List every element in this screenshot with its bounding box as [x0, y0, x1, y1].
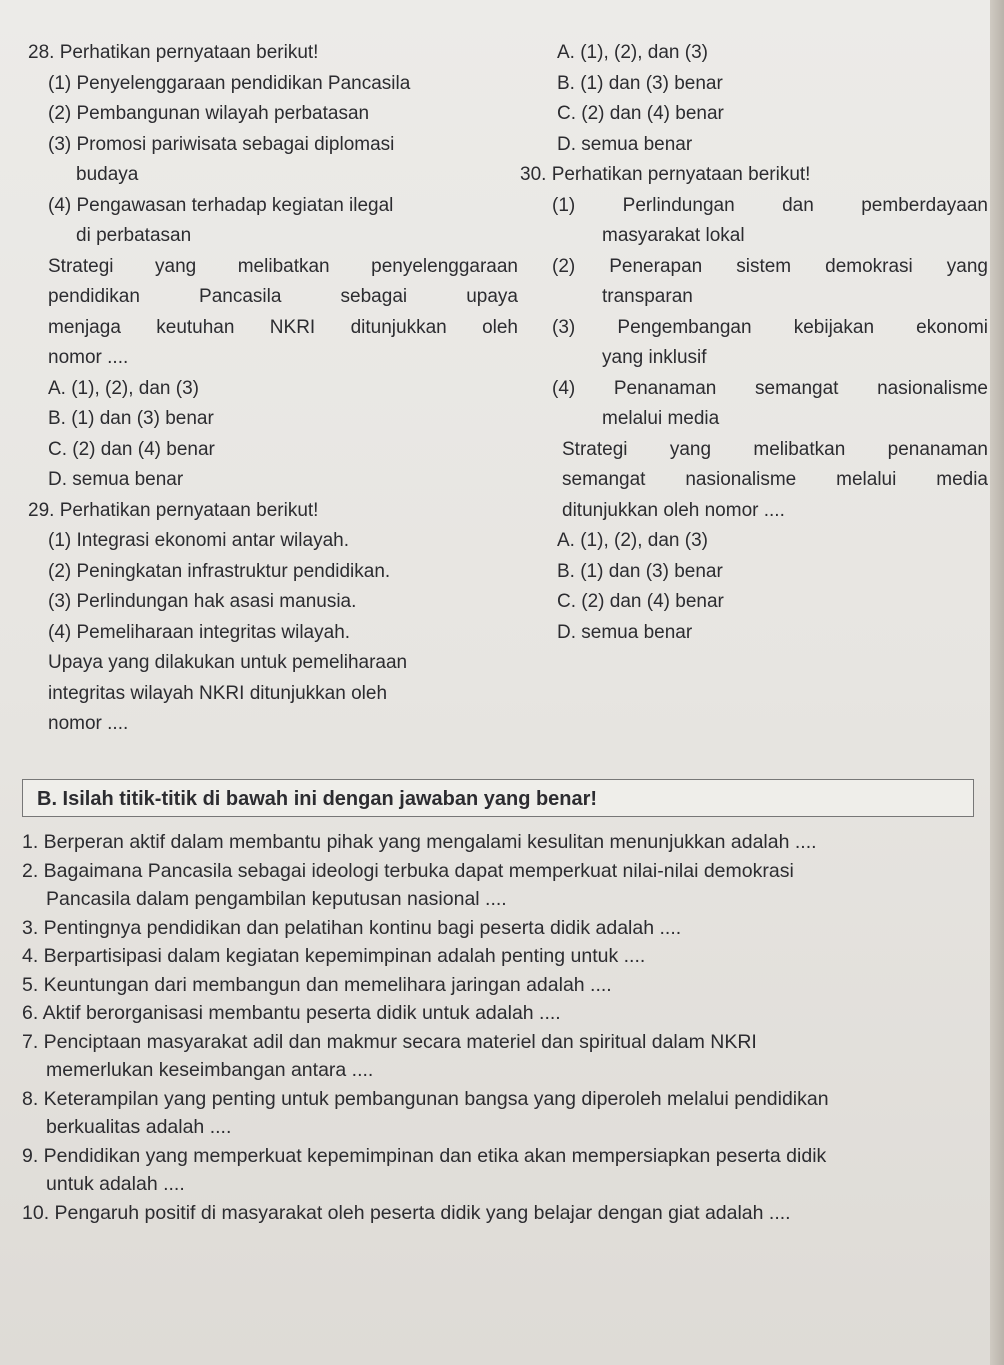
essay-item-8: 8. Keterampilan yang penting untuk pembangunan bangsa yang diperoleh melalui pendidikan [22, 1087, 829, 1110]
q30-question-line-2: semangat nasionalisme melalui media [562, 469, 988, 490]
essay-item-8-cont: berkualitas adalah .... [46, 1116, 232, 1138]
q28-right-option-a: A. (1), (2), dan (3) [557, 42, 708, 63]
q28-statement-1: (1) Penyelenggaraan pendidikan Pancasila [48, 72, 411, 94]
q28-heading: 28. Perhatikan pernyataan berikut! [28, 42, 319, 63]
q30-question-line-1: Strategi yang melibatkan penanaman [562, 438, 988, 460]
q30-statement-2-cont: transparan [602, 286, 693, 307]
q29-heading: 29. Perhatikan pernyataan berikut! [28, 499, 319, 521]
q29-question-line-1: Upaya yang dilakukan untuk pemeliharaan [48, 652, 408, 673]
q28-right-option-b: B. (1) dan (3) benar [557, 72, 723, 94]
essay-item-5: 5. Keuntungan dari membangun dan memelihara jaringan adalah .... [22, 973, 612, 996]
essay-item-10: 10. Pengaruh positif di masyarakat oleh peserta didik yang belajar dengan giat adalah .... [22, 1201, 791, 1224]
essay-item-9: 9. Pendidikan yang memperkuat kepemimpinan dan etika akan mempersiapkan peserta didik [22, 1144, 827, 1167]
essay-item-4: 4. Berpartisipasi dalam kegiatan kepemimpinan adalah penting untuk .... [22, 945, 646, 967]
q30-statement-3: (3) Pengembangan kebijakan ekonomi [552, 316, 988, 338]
q28-question-line-3: menjaga keutuhan NKRI ditunjukkan oleh [48, 316, 518, 338]
q28-question-line-4: nomor .... [48, 347, 129, 368]
q28-statement-4-cont: di perbatasan [76, 225, 192, 246]
q28-option-b: B. (1) dan (3) benar [48, 408, 214, 429]
q28-option-a: A. (1), (2), dan (3) [48, 377, 199, 399]
essay-item-7-cont: memerlukan keseimbangan antara .... [46, 1059, 374, 1081]
q30-question-line-3: ditunjukkan oleh nomor .... [562, 499, 785, 521]
q30-statement-2: (2) Penerapan sistem demokrasi yang [552, 255, 988, 277]
q28-question-line-1: Strategi yang melibatkan penyelenggaraan [48, 255, 518, 277]
essay-item-3: 3. Pentingnya pendidikan dan pelatihan kontinu bagi peserta didik adalah .... [22, 916, 682, 939]
q29-statement-3: (3) Perlindungan hak asasi manusia. [48, 591, 357, 612]
q28-question-line-2: pendidikan Pancasila sebagai upaya [48, 286, 518, 307]
q28-statement-4: (4) Pengawasan terhadap kegiatan ilegal [48, 194, 394, 216]
q30-statement-1: (1) Perlindungan dan pemberdayaan [552, 194, 988, 216]
q30-heading: 30. Perhatikan pernyataan berikut! [520, 164, 811, 185]
q28-right-option-c: C. (2) dan (4) benar [557, 103, 724, 124]
section-b-items [22, 828, 984, 1227]
right-column [512, 38, 988, 648]
page-edge-shadow [990, 0, 1004, 1365]
q28-statement-3: (3) Promosi pariwisata sebagai diplomasi [48, 133, 395, 155]
essay-item-7: 7. Penciptaan masyarakat adil dan makmur secara materiel dan spiritual dalam NKRI [22, 1030, 757, 1053]
q30-statement-3-cont: yang inklusif [602, 347, 707, 368]
essay-item-2: 2. Bagaimana Pancasila sebagai ideologi terbuka dapat memperkuat nilai-nilai demokrasi [22, 859, 794, 882]
q29-question-line-2: integritas wilayah NKRI ditunjukkan oleh [48, 682, 388, 704]
q30-statement-4: (4) Penanaman semangat nasionalisme [552, 377, 988, 399]
q30-option-d: D. semua benar [557, 621, 693, 643]
q29-statement-4: (4) Pemeliharaan integritas wilayah. [48, 621, 351, 643]
essay-item-1: 1. Berperan aktif dalam membantu pihak yang mengalami kesulitan menunjukkan adalah .... [22, 831, 817, 853]
left-column [28, 38, 518, 740]
q28-statement-2: (2) Pembangunan wilayah perbatasan [48, 103, 370, 124]
q30-option-b: B. (1) dan (3) benar [557, 560, 723, 582]
q28-option-c: C. (2) dan (4) benar [48, 438, 215, 460]
q30-statement-1-cont: masyarakat lokal [602, 225, 745, 246]
essay-item-2-cont: Pancasila dalam pengambilan keputusan nasional .... [46, 888, 507, 910]
q28-option-d: D. semua benar [48, 469, 184, 490]
q29-statement-1: (1) Integrasi ekonomi antar wilayah. [48, 530, 349, 551]
q28-statement-3-cont: budaya [76, 164, 139, 185]
essay-item-9-cont: untuk adalah .... [46, 1173, 185, 1195]
q29-question-line-3: nomor .... [48, 713, 129, 734]
q30-option-a: A. (1), (2), dan (3) [557, 530, 708, 551]
q29-statement-2: (2) Peningkatan infrastruktur pendidikan. [48, 560, 391, 582]
essay-item-6: 6. Aktif berorganisasi membantu peserta didik untuk adalah .... [22, 1002, 561, 1024]
section-b-heading: B. Isilah titik-titik di bawah ini dengan jawaban yang benar! [22, 779, 974, 817]
q28-right-option-d: D. semua benar [557, 133, 693, 155]
q30-statement-4-cont: melalui media [602, 408, 720, 429]
q30-option-c: C. (2) dan (4) benar [557, 591, 724, 612]
